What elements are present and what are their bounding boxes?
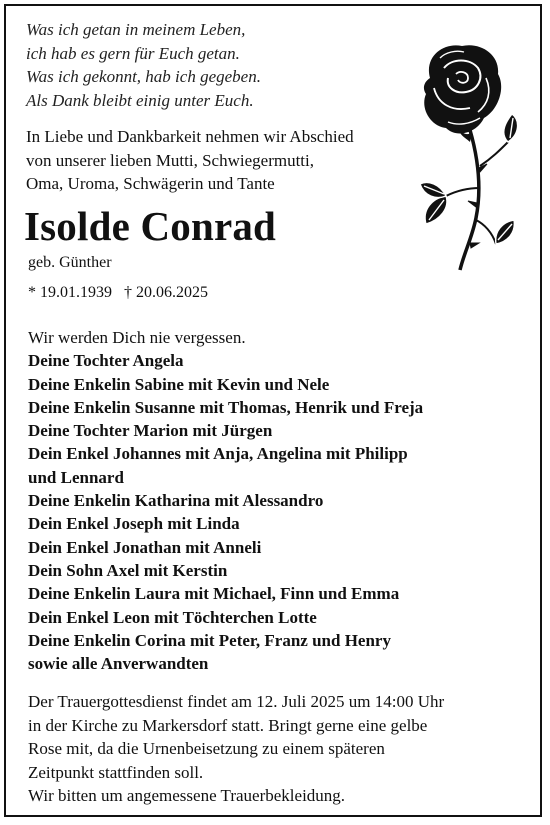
mourner-line: Dein Enkel Joseph mit Linda bbox=[28, 514, 240, 534]
mourner-line: Deine Enkelin Sabine mit Kevin und Nele bbox=[28, 374, 330, 394]
birth-date: * 19.01.1939 bbox=[28, 284, 112, 301]
life-dates bbox=[28, 282, 208, 304]
poem bbox=[26, 18, 261, 112]
mourner-line: und Lennard bbox=[28, 467, 124, 487]
mourners-list bbox=[28, 326, 423, 675]
mourner-line: Dein Enkel Jonathan mit Anneli bbox=[28, 537, 262, 557]
mourner-line: Deine Enkelin Corina mit Peter, Franz und Henry bbox=[28, 630, 391, 650]
deceased-name: Isolde Conrad bbox=[24, 203, 277, 249]
death-date: † 20.06.2025 bbox=[124, 284, 208, 301]
intro-line: In Liebe und Dankbarkeit nehmen wir Abschied bbox=[26, 127, 354, 146]
mourner-line: sowie alle Anverwandten bbox=[28, 654, 209, 674]
service-line: in der Kirche zu Markersdorf statt. Bringt gerne eine gelbe bbox=[28, 715, 428, 735]
rose-icon bbox=[400, 38, 520, 278]
mourner-line: Deine Enkelin Susanne mit Thomas, Henrik und Freja bbox=[28, 397, 424, 417]
service-line: Rose mit, da die Urnenbeisetzung zu einem späteren bbox=[28, 739, 385, 758]
mourners-opening: Wir werden Dich nie vergessen. bbox=[28, 328, 246, 347]
farewell-intro bbox=[26, 125, 354, 196]
mourner-line: Deine Enkelin Katharina mit Alessandro bbox=[28, 491, 324, 511]
service-line: Wir bitten um angemessene Trauerbekleidung. bbox=[28, 786, 346, 805]
mourner-line: Dein Sohn Axel mit Kerstin bbox=[28, 560, 228, 580]
poem-line: ich hab es gern für Euch getan. bbox=[26, 43, 240, 63]
mourner-line: Dein Enkel Leon mit Töchterchen Lotte bbox=[28, 607, 317, 627]
service-line: Zeitpunkt stattfinden soll. bbox=[28, 762, 204, 782]
service-line: Der Trauergottesdienst findet am 12. Juli 2025 um 14:00 Uhr bbox=[28, 692, 445, 711]
mourner-line: Dein Enkel Johannes mit Anja, Angelina mit Philipp bbox=[28, 444, 408, 464]
intro-line: von unserer lieben Mutti, Schwiegermutti, bbox=[26, 150, 314, 170]
mourner-line: Deine Tochter Marion mit Jürgen bbox=[28, 421, 273, 441]
poem-line: Was ich getan in meinem Leben, bbox=[26, 20, 246, 39]
mourner-line: Deine Tochter Angela bbox=[28, 351, 184, 371]
intro-line: Oma, Uroma, Schwägerin und Tante bbox=[26, 174, 275, 193]
mourner-line: Deine Enkelin Laura mit Michael, Finn und Emma bbox=[28, 584, 400, 604]
poem-line: Als Dank bleibt einig unter Euch. bbox=[26, 90, 254, 110]
poem-line: Was ich gekonnt, hab ich gegeben. bbox=[26, 67, 261, 86]
maiden-name: geb. Günther bbox=[28, 254, 112, 271]
funeral-service-info bbox=[28, 690, 444, 808]
